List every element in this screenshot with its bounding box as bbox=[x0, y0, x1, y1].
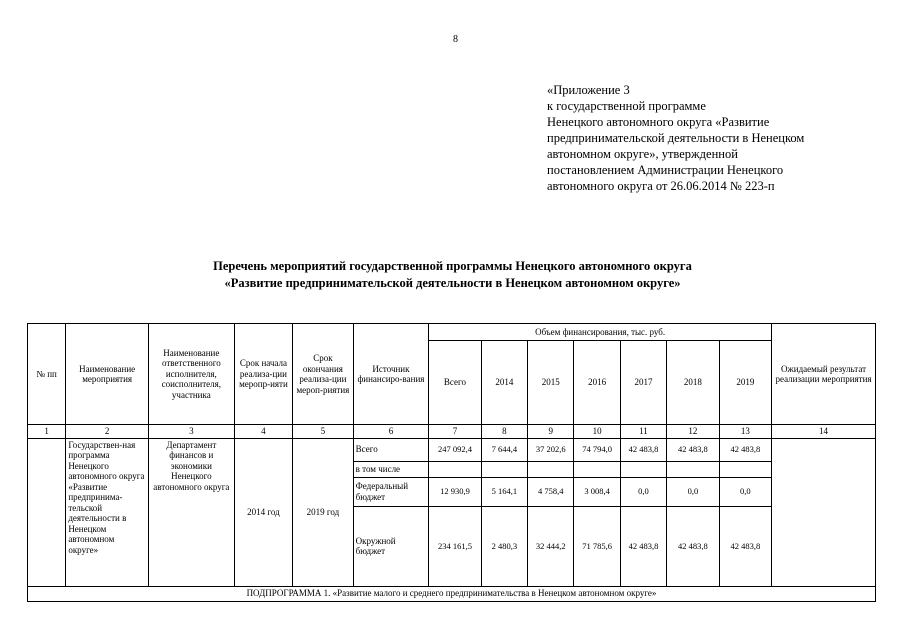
document-title bbox=[0, 258, 905, 292]
funding-value-2016: 71 785,6 bbox=[574, 506, 620, 586]
funding-value-2016 bbox=[574, 461, 620, 477]
header-year-2019: 2019 bbox=[719, 341, 771, 425]
funding-value-2018: 42 483,8 bbox=[667, 438, 719, 461]
funding-value-2019 bbox=[719, 461, 771, 477]
funding-row-total bbox=[28, 438, 876, 461]
column-number: 10 bbox=[574, 425, 620, 439]
funding-value-2019: 42 483,8 bbox=[719, 438, 771, 461]
funding-value-total: 12 930,9 bbox=[429, 477, 481, 506]
funding-value-total bbox=[429, 461, 481, 477]
events-table bbox=[27, 323, 876, 602]
funding-value-2017: 42 483,8 bbox=[620, 438, 666, 461]
column-number: 2 bbox=[66, 425, 149, 439]
funding-value-2015: 32 444,2 bbox=[528, 506, 574, 586]
funding-value-2014: 2 480,3 bbox=[481, 506, 527, 586]
column-number: 7 bbox=[429, 425, 481, 439]
header-year-2014: 2014 bbox=[481, 341, 527, 425]
subprogram-header: ПОДПРОГРАММА 1. «Развитие малого и среднего предпринимательства в Ненецком автономном округе» bbox=[28, 586, 876, 601]
funding-value-2014 bbox=[481, 461, 527, 477]
funding-value-2019: 42 483,8 bbox=[719, 506, 771, 586]
appendix-line: «Приложение 3 bbox=[547, 83, 630, 97]
column-number: 5 bbox=[293, 425, 353, 439]
funding-value-2014: 5 164,1 bbox=[481, 477, 527, 506]
funding-value-2018 bbox=[667, 461, 719, 477]
funding-value-2016: 3 008,4 bbox=[574, 477, 620, 506]
appendix-line: Ненецкого автономного округа «Развитие bbox=[547, 115, 770, 129]
funding-value-2019: 0,0 bbox=[719, 477, 771, 506]
header-year-2015: 2015 bbox=[528, 341, 574, 425]
column-number: 13 bbox=[719, 425, 771, 439]
funding-value-total: 234 161,5 bbox=[429, 506, 481, 586]
program-number bbox=[28, 438, 66, 586]
funding-value-2017 bbox=[620, 461, 666, 477]
column-number: 4 bbox=[234, 425, 292, 439]
program-executor: Департамент финансов и экономики Ненецкого автономного округа bbox=[148, 438, 234, 586]
column-number: 8 bbox=[481, 425, 527, 439]
funding-value-2015: 37 202,6 bbox=[528, 438, 574, 461]
header-year-2016: 2016 bbox=[574, 341, 620, 425]
funding-source: в том числе bbox=[353, 461, 429, 477]
program-end: 2019 год bbox=[293, 438, 353, 586]
header-end: Срок окончания реализа-ции мероп-риятия bbox=[293, 324, 353, 425]
column-number: 6 bbox=[353, 425, 429, 439]
header-year-2018: 2018 bbox=[667, 341, 719, 425]
funding-value-2018: 0,0 bbox=[667, 477, 719, 506]
column-number: 12 bbox=[667, 425, 719, 439]
funding-value-2017: 42 483,8 bbox=[620, 506, 666, 586]
appendix-line: предпринимательской деятельности в Ненецком bbox=[547, 131, 805, 145]
header-total: Всего bbox=[429, 341, 481, 425]
column-number: 1 bbox=[28, 425, 66, 439]
funding-value-2015: 4 758,4 bbox=[528, 477, 574, 506]
funding-value-2015 bbox=[528, 461, 574, 477]
title-line-2: «Развитие предпринимательской деятельности в Ненецком автономном округе» bbox=[224, 276, 681, 290]
header-result: Ожидаемый результат реализации мероприятия bbox=[772, 324, 876, 425]
column-number: 3 bbox=[148, 425, 234, 439]
column-number: 11 bbox=[620, 425, 666, 439]
header-start: Срок начала реализа-ции меропр-ияти bbox=[234, 324, 292, 425]
funding-value-2018: 42 483,8 bbox=[667, 506, 719, 586]
column-number: 14 bbox=[772, 425, 876, 439]
header-name: Наименование мероприятия bbox=[66, 324, 149, 425]
appendix-line: к государственной программе bbox=[547, 99, 706, 113]
header-source: Источник финансиро-вания bbox=[353, 324, 429, 425]
appendix-line: постановлением Администрации Ненецкого bbox=[547, 163, 784, 177]
funding-source: Федеральный бюджет bbox=[353, 477, 429, 506]
column-numbers-row bbox=[28, 425, 876, 439]
funding-source: Всего bbox=[353, 438, 429, 461]
header-number: № пп bbox=[28, 324, 66, 425]
column-number: 9 bbox=[528, 425, 574, 439]
program-result bbox=[772, 438, 876, 586]
header-funding-group: Объем финансирования, тыс. руб. bbox=[429, 324, 772, 341]
title-line-1: Перечень мероприятий государственной программы Ненецкого автономного округа bbox=[213, 259, 692, 273]
funding-value-2014: 7 644,4 bbox=[481, 438, 527, 461]
header-executor: Наименование ответственного исполнителя, соисполнителя, участника bbox=[148, 324, 234, 425]
funding-value-2016: 74 794,0 bbox=[574, 438, 620, 461]
appendix-line: автономного округа от 26.06.2014 № 223-п bbox=[547, 179, 775, 193]
program-name: Государствен-ная программа Ненецкого автономного округа «Развитие предпринима-тельской деятельности в Ненецком автономном округе» bbox=[66, 438, 149, 586]
page-number: 8 bbox=[453, 34, 458, 45]
funding-source: Окружной бюджет bbox=[353, 506, 429, 586]
appendix-line: автономном округе», утвержденной bbox=[547, 147, 738, 161]
program-start: 2014 год bbox=[234, 438, 292, 586]
appendix-header bbox=[547, 82, 887, 194]
funding-value-total: 247 092,4 bbox=[429, 438, 481, 461]
header-year-2017: 2017 bbox=[620, 341, 666, 425]
funding-value-2017: 0,0 bbox=[620, 477, 666, 506]
